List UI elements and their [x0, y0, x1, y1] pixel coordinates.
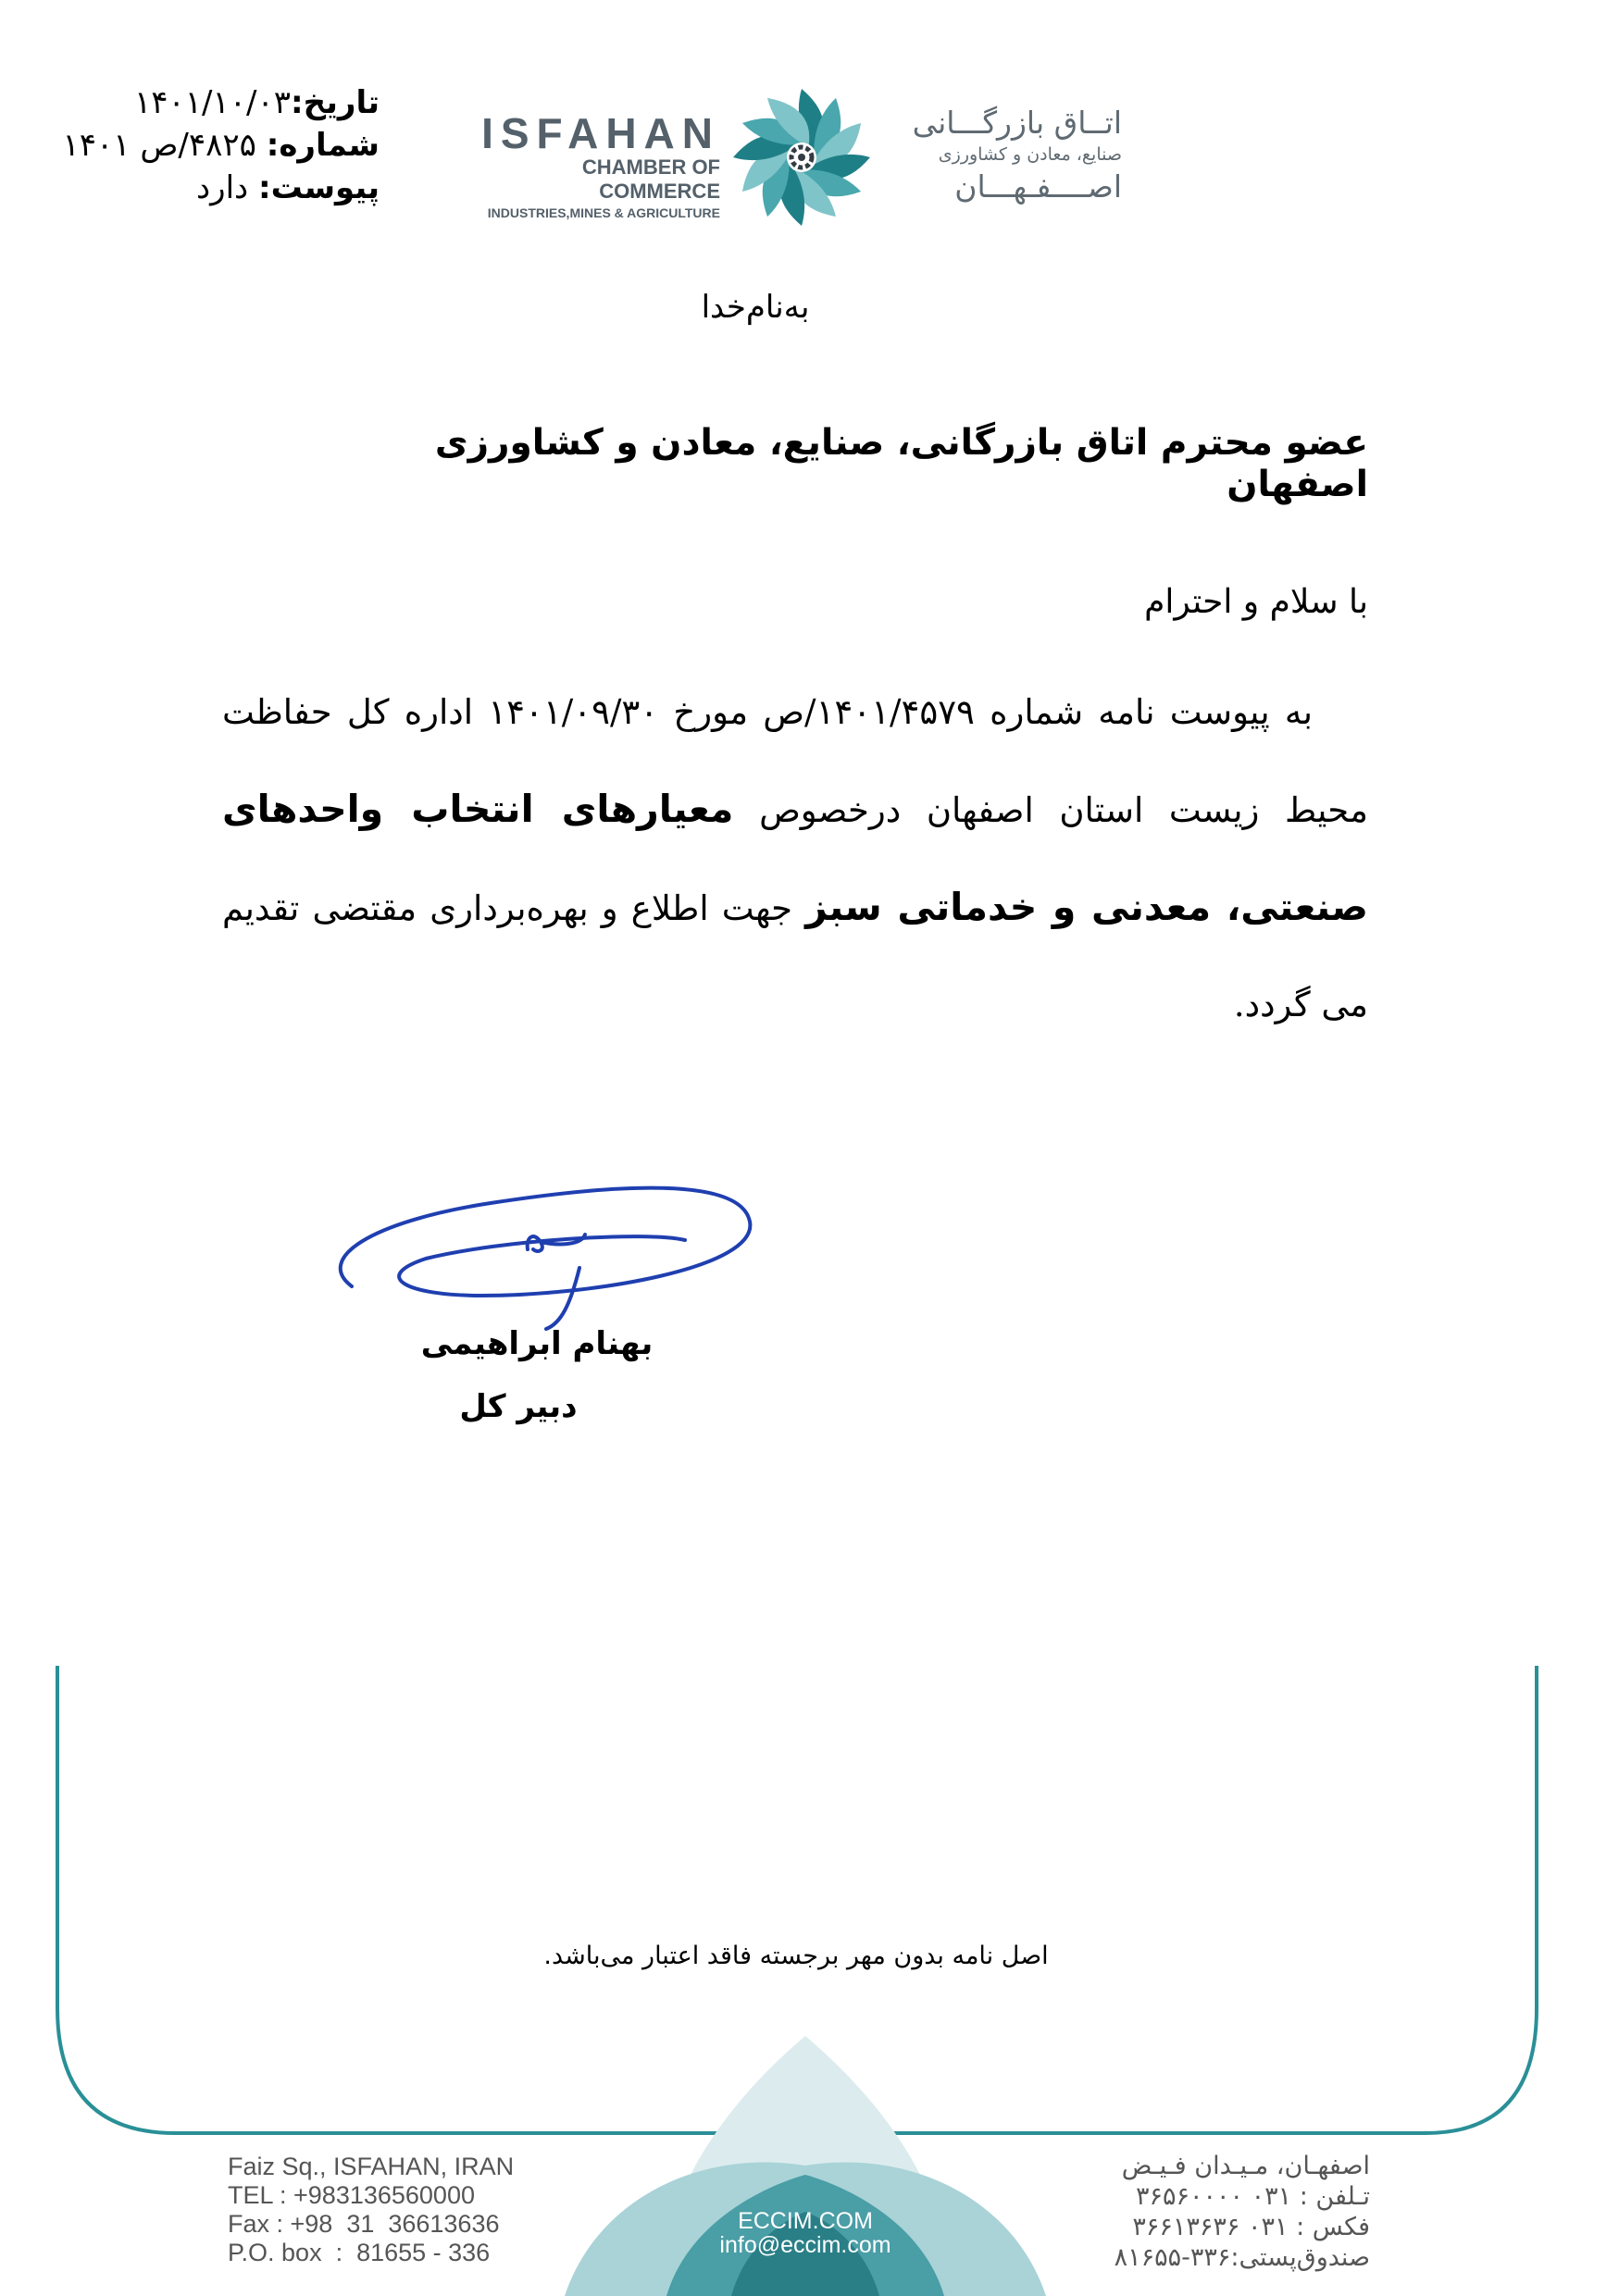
body-text-1: به پیوست نامه شماره ۱۴۰۱/۴۵۷۹/ص مورخ ۱۴۰۱/۰۹/۳۰ اداره کل حفاظت محیط زیست استان اصفهان درخصوص	[222, 692, 1368, 830]
footer-fa-pobox: صندوق‌پستی:۳۳۶-۸۱۶۵۵	[1114, 2243, 1370, 2272]
attachment-row	[56, 167, 380, 209]
letter-body	[222, 664, 1368, 1053]
logo-fa-line3: اصــــفـهـــان	[954, 168, 1122, 205]
footer-en-tel: TEL : +983136560000	[228, 2181, 475, 2209]
handwritten-signature	[315, 1157, 759, 1342]
bismillah-heading: به‌نام‌خدا	[701, 289, 810, 326]
date-row	[56, 81, 380, 124]
body-text-2: جهت اطلاع و بهره‌برداری مقتضی تقدیم می گردد.	[222, 888, 1368, 1024]
letter-meta	[56, 81, 380, 209]
logo-fa-line2: صنایع، معادن و کشاورزی	[938, 144, 1122, 165]
footer-en-fax: Fax : +98 31 36613636	[228, 2210, 500, 2238]
logo-fa-line1: اتــاق بازرگـــانی	[912, 105, 1122, 141]
logo-english	[481, 111, 720, 222]
body-bold-subject: معیارهای انتخاب واحدهای صنعتی، معدنی و خدماتی سبز	[222, 787, 1369, 929]
chamber-emblem-icon	[728, 83, 876, 231]
number-row	[56, 124, 380, 167]
footer-fa-tel: تـلفن : ۰۳۱ ۳۶۵۶۰۰۰۰	[1136, 2182, 1370, 2211]
validity-note: اصل نامه بدون مهر برجسته فاقد اعتبار می‌باشد.	[543, 1942, 1049, 1970]
logo-en-line3: INDUSTRIES,MINES & AGRICULTURE	[487, 205, 720, 220]
logo-en-line2: CHAMBER OF COMMERCE	[581, 155, 720, 203]
logo-en-line1: ISFAHAN	[481, 109, 720, 157]
date-value: ۱۴۰۱/۱۰/۰۳	[134, 84, 292, 121]
date-label: تاریخ:	[291, 84, 380, 121]
logo-persian	[879, 104, 1122, 207]
footer-contact-english	[228, 2153, 561, 2267]
letter-addressee: عضو محترم اتاق بازرگانی، صنایع، معادن و کشاورزی اصفهان	[434, 422, 1368, 505]
letter-greeting: با سلام و احترام	[1144, 583, 1368, 621]
footer-fa-address: اصفهـان، مـیـدان فـیـض	[1121, 2152, 1370, 2180]
attachment-label: پیوست:	[258, 169, 380, 206]
number-label: شماره:	[266, 127, 380, 164]
signer-name: بهنام ابراهیمی	[420, 1325, 654, 1362]
footer-en-address: Faiz Sq., ISFAHAN, IRAN	[228, 2153, 515, 2180]
number-value: ۴۸۲۵/ص ۱۴۰۱	[62, 127, 256, 164]
footer-website: ECCIM.COM	[738, 2208, 873, 2234]
footer-email: info@eccim.com	[719, 2232, 891, 2258]
attachment-value: دارد	[196, 169, 249, 206]
footer-contact-persian	[1055, 2151, 1370, 2273]
signer-title: دبیر کل	[459, 1388, 578, 1425]
footer-fa-fax: فکس : ۰۳۱ ۳۶۶۱۳۶۳۶	[1132, 2213, 1370, 2241]
footer-en-pobox: P.O. box : 81655 - 336	[228, 2239, 491, 2266]
